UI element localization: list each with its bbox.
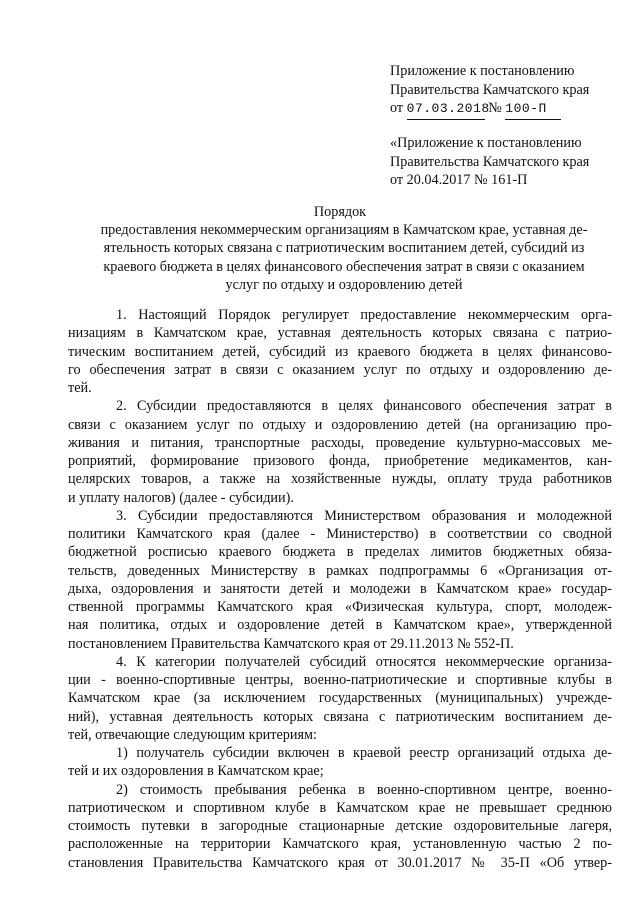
subtitle-line: краевого бюджета в целях финансового обеспечения затрат в связи с оказанием (103, 258, 585, 275)
date-field (406, 99, 490, 120)
body-line: 4. К категории получателей субсидий относятся некоммерческие организа- (116, 653, 612, 670)
body-line: живания и питания, транспортные расходы, проведение культурно-массовых ме- (68, 434, 612, 451)
original-appendix-line-1: «Приложение к постановлению (390, 135, 582, 151)
document-subtitle (78, 221, 610, 294)
body-line: тельств, доведенных Министерству в рамках подпрограммы 6 «Организация от- (68, 562, 612, 579)
body-line: 1) получатель субсидии включен в краевой реестр организаций отдыха де- (116, 745, 612, 761)
body-line: 2. Субсидии предоставляются в целях финансового обеспечения затрат в (116, 398, 612, 415)
body-line: постановлением Правительства Камчатского края от 29.11.2013 № 552-П. (68, 635, 514, 652)
body-line: роприятий, формирование призового фонда, приобретение медикаментов, кан- (68, 453, 612, 469)
subtitle-line: услуг по отдыху и оздоровлению детей (225, 276, 463, 293)
body-line: тей. (68, 380, 92, 396)
body-line: стоимость путевки в загородные стационарные детские оздоровительные лагеря, (68, 818, 612, 834)
body-line: тическим воспитанием детей, субсидий из краевого бюджета в целях финансово- (68, 343, 612, 360)
original-appendix-header (390, 134, 589, 190)
body-line: патриотическом и спортивном клубе в Камчатском крае не превышает среднюю (68, 799, 612, 816)
body-line: политики Камчатского края (далее - Министерство) в соответствии со сводной (68, 526, 612, 542)
body-line: низациям в Камчатском крае, уставная деятельность которых связана с патрио- (68, 325, 612, 342)
body-line: Камчатском крае (за исключением государственных (муниципальных) учрежде- (68, 690, 612, 707)
body-line: и уплату налогов) (далее - субсидии). (68, 489, 294, 506)
body-line: тей и их оздоровления в Камчатском крае; (68, 763, 324, 780)
body-line: расположенные на территории Камчатского края, установленную частью 2 по- (68, 836, 612, 853)
date-value: 07.03.2018 (406, 101, 490, 116)
body-line: го обеспечения затрат в связи с оказанием услуг по отдыху и оздоровлению де- (68, 361, 612, 378)
subtitle-line: ятельность которых связана с патриотическим воспитанием детей, субсидий из (103, 240, 585, 257)
appendix-date-line (390, 99, 589, 120)
body-line: 2) стоимость пребывания ребенка в военно-спортивном центре, военно- (116, 781, 612, 798)
body-line: 1. Настоящий Порядок регулирует предоставление некоммерческим орга- (116, 307, 612, 323)
body-line: тей, отвечающие следующим критериям: (68, 726, 317, 743)
body-line: бюджетной росписью краевого бюджета в пределах лимитов бюджетных обяза- (68, 544, 612, 561)
body-line: становления Правительства Камчатского края от 30.01.2017 № 35-П «Об утвер- (68, 854, 612, 871)
body-line: ственной программы Камчатского края «Физическая культура, спорт, молодеж- (68, 599, 612, 615)
appendix-line-2: Правительства Камчатского края (390, 81, 590, 98)
body-line: целярских товаров, а также на хозяйственные нужды, оплату труда работников (68, 471, 612, 488)
appendix-header (390, 62, 589, 120)
original-appendix-line-2: Правительства Камчатского края (390, 153, 590, 170)
body-line: ная политика, отдых и оздоровление детей в Камчатском крае», утвержденной (68, 617, 612, 634)
body-line: связи с оказанием услуг по отдыху и оздоровлению детей (на организацию про- (68, 416, 612, 433)
body-line: ний), уставная деятельность которых связана с патриотическим воспитанием де- (68, 708, 612, 725)
number-value: 100-П (505, 101, 547, 116)
document-body (68, 306, 612, 872)
date-prefix: от (390, 100, 404, 116)
body-line: дыха, оздоровления и занятости детей и молодежи в Камчатском крае» государ- (68, 580, 612, 597)
body-line: ции - военно-спортивные центры, военно-патриотические и спортивные клубы в (68, 672, 612, 688)
number-prefix: № (488, 100, 502, 116)
original-appendix-line-3: от 20.04.2017 № 161-П (390, 172, 528, 188)
number-field (505, 99, 561, 120)
appendix-line-1: Приложение к постановлению (390, 63, 575, 79)
subtitle-line: предоставления некоммерческим организациям в Камчатском крае, уставная де- (100, 222, 588, 238)
body-line: 3. Субсидии предоставляются Министерством образования и молодежной (116, 507, 612, 524)
document-title: Порядок (313, 204, 367, 220)
